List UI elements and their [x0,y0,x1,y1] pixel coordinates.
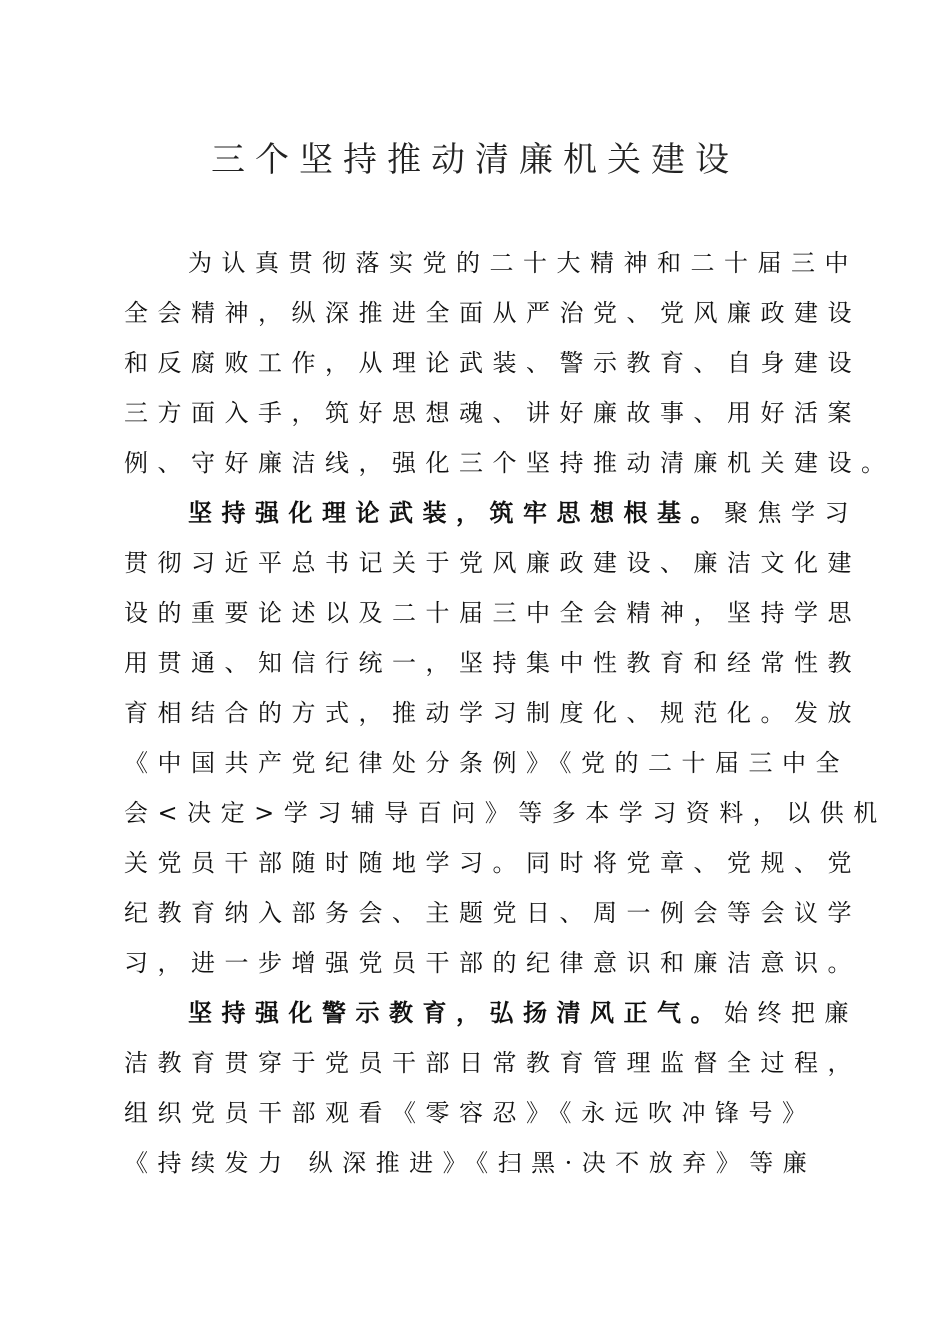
body-line: 纪教育纳入部务会、主题党日、周一例会等会议学 [124,899,861,927]
body-line: 洁教育贯穿于党员干部日常教育管理监督全过程， [124,1049,861,1077]
body-line: 为认真贯彻落实党的二十大精神和二十届三中 [188,249,858,277]
body-line: 会<决定>学习辅导百问》等多本学习资料，以供机 [124,799,887,827]
body-line: 贯彻习近平总书记关于党风廉政建设、廉洁文化建 [124,549,861,577]
body-line: 三方面入手，筑好思想魂、讲好廉故事、用好活案 [124,399,861,427]
body-line: 组织党员干部观看《零容忍》《永远吹冲锋号》 [124,1099,816,1127]
section-heading-line [124,988,858,1038]
section-lead-text: 聚焦学习 [724,499,858,527]
section-lead-text: 始终把廉 [724,999,858,1027]
body-line: 例、守好廉洁线，强化三个坚持推动清廉机关建设。 [124,449,895,477]
body-line: 和反腐败工作，从理论武装、警示教育、自身建设 [124,349,861,377]
body-line: 关党员干部随时随地学习。同时将党章、党规、党 [124,849,861,877]
body-line: 《中国共产党纪律处分条例》《党的二十届三中全 [124,749,849,777]
section-heading-line [124,488,858,538]
document-body [124,238,895,1188]
section-heading-theory: 坚持强化理论武装，筑牢思想根基。 [188,498,724,527]
body-line: 育相结合的方式，推动学习制度化、规范化。发放 [124,699,861,727]
body-line: 全会精神，纵深推进全面从严治党、党风廉政建设 [124,299,861,327]
body-line: 《持续发力 纵深推进》《扫黑·决不放弃》等廉 [124,1149,817,1177]
body-line: 习，进一步增强党员干部的纪律意识和廉洁意识。 [124,949,861,977]
body-line: 用贯通、知信行统一，坚持集中性教育和经常性教 [124,649,861,677]
body-line: 设的重要论述以及二十届三中全会精神，坚持学思 [124,599,861,627]
document-title: 三个坚持推动清廉机关建设 [211,140,739,180]
section-heading-warning: 坚持强化警示教育，弘扬清风正气。 [188,998,724,1027]
